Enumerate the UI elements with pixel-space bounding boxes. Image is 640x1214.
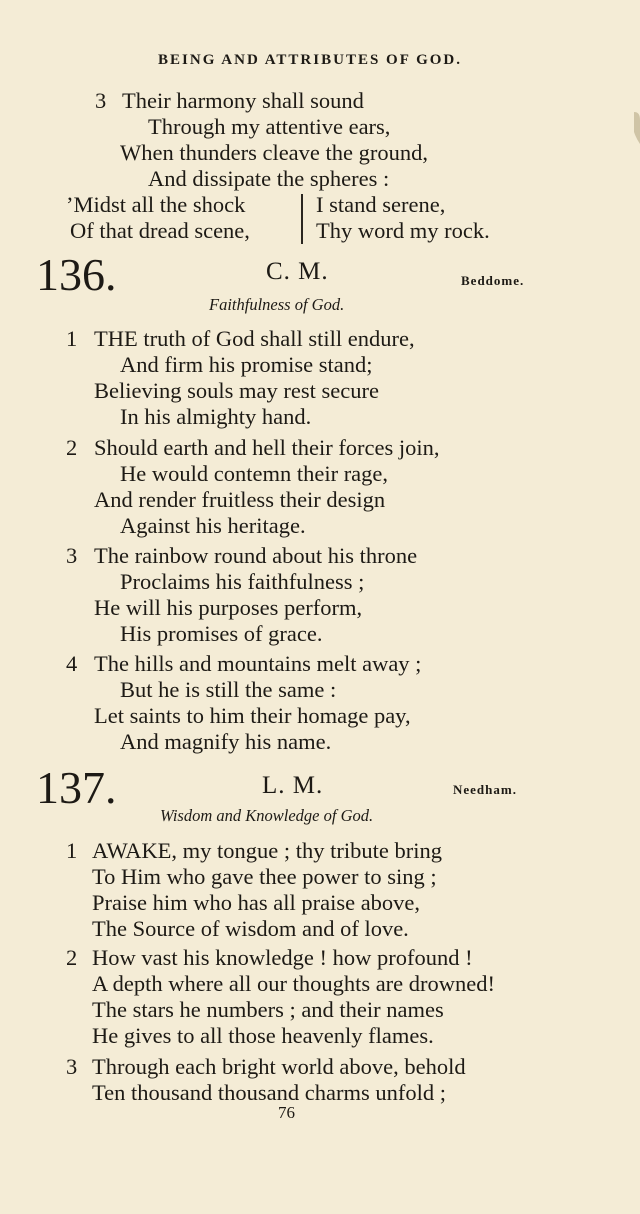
stanza-number: 2 xyxy=(66,435,78,460)
verse-line: The hills and mountains melt away ; xyxy=(94,651,422,676)
hymn-meter: L. M. xyxy=(262,772,324,799)
verse-line: Against his heritage. xyxy=(120,513,306,538)
verse-line: How vast his knowledge ! how profound ! xyxy=(92,945,473,970)
page-number: 76 xyxy=(278,1103,295,1122)
verse-line: He gives to all those heavenly flames. xyxy=(92,1023,434,1048)
verse-line: But he is still the same : xyxy=(120,677,337,702)
verse-line: Their harmony shall sound xyxy=(122,88,364,113)
verse-line: Believing souls may rest secure xyxy=(94,378,379,403)
verse-line: THE truth of God shall still endure, xyxy=(94,326,415,351)
hymn-subtitle: Faithfulness of God. xyxy=(209,295,345,314)
verse-line-right: I stand serene, xyxy=(316,192,446,217)
verse-divider xyxy=(301,194,303,244)
verse-line: Through my attentive ears, xyxy=(148,114,391,139)
verse-line: And magnify his name. xyxy=(120,729,332,754)
hymn-composer: Needham. xyxy=(453,782,517,797)
verse-line: The rainbow round about his throne xyxy=(94,543,418,568)
verse-line: Should earth and hell their forces join, xyxy=(94,435,440,460)
verse-line: Praise him who has all praise above, xyxy=(92,890,421,915)
running-head: BEING AND ATTRIBUTES OF GOD. xyxy=(158,52,462,68)
verse-line: To Him who gave thee power to sing ; xyxy=(92,864,437,889)
verse-line: The stars he numbers ; and their names xyxy=(92,997,444,1022)
verse-line: And firm his promise stand; xyxy=(120,352,373,377)
verse-line: And render fruitless their design xyxy=(94,487,386,512)
stanza-number: 4 xyxy=(66,651,78,676)
verse-line: AWAKE, my tongue ; thy tribute bring xyxy=(92,838,443,863)
stanza-number: 3 xyxy=(66,1054,78,1079)
hymn-composer: Beddome. xyxy=(461,273,525,288)
verse-line: Ten thousand thousand charms unfold ; xyxy=(92,1080,446,1105)
page-edge-shadow-icon xyxy=(628,108,640,148)
hymn-meter: C. M. xyxy=(266,258,329,285)
verse-line: He would contemn their rage, xyxy=(120,461,389,486)
stanza-number: 2 xyxy=(66,945,78,970)
verse-line: A depth where all our thoughts are drowned! xyxy=(92,971,496,996)
verse-line-left: ’Midst all the shock xyxy=(66,192,246,217)
verse-line: Proclaims his faithfulness ; xyxy=(120,569,365,594)
stanza-number: 1 xyxy=(66,326,78,351)
verse-line: His promises of grace. xyxy=(120,621,323,646)
verse-line: Through each bright world above, behold xyxy=(92,1054,466,1079)
hymn-number: 137. xyxy=(36,762,117,813)
verse-line: He will his purposes perform, xyxy=(94,595,363,620)
verse-line: In his almighty hand. xyxy=(120,404,312,429)
verse-line: When thunders cleave the ground, xyxy=(120,140,429,165)
stanza-number: 3 xyxy=(66,543,78,568)
verse-line-right: Thy word my rock. xyxy=(316,218,490,243)
stanza-number: 3 xyxy=(95,88,107,113)
verse-line: The Source of wisdom and of love. xyxy=(92,916,409,941)
hymn-number: 136. xyxy=(36,249,117,300)
verse-line: And dissipate the spheres : xyxy=(148,166,390,191)
stanza-number: 1 xyxy=(66,838,78,863)
verse-line-left: Of that dread scene, xyxy=(70,218,250,243)
hymn-subtitle: Wisdom and Knowledge of God. xyxy=(160,806,374,825)
verse-line: Let saints to him their homage pay, xyxy=(94,703,411,728)
